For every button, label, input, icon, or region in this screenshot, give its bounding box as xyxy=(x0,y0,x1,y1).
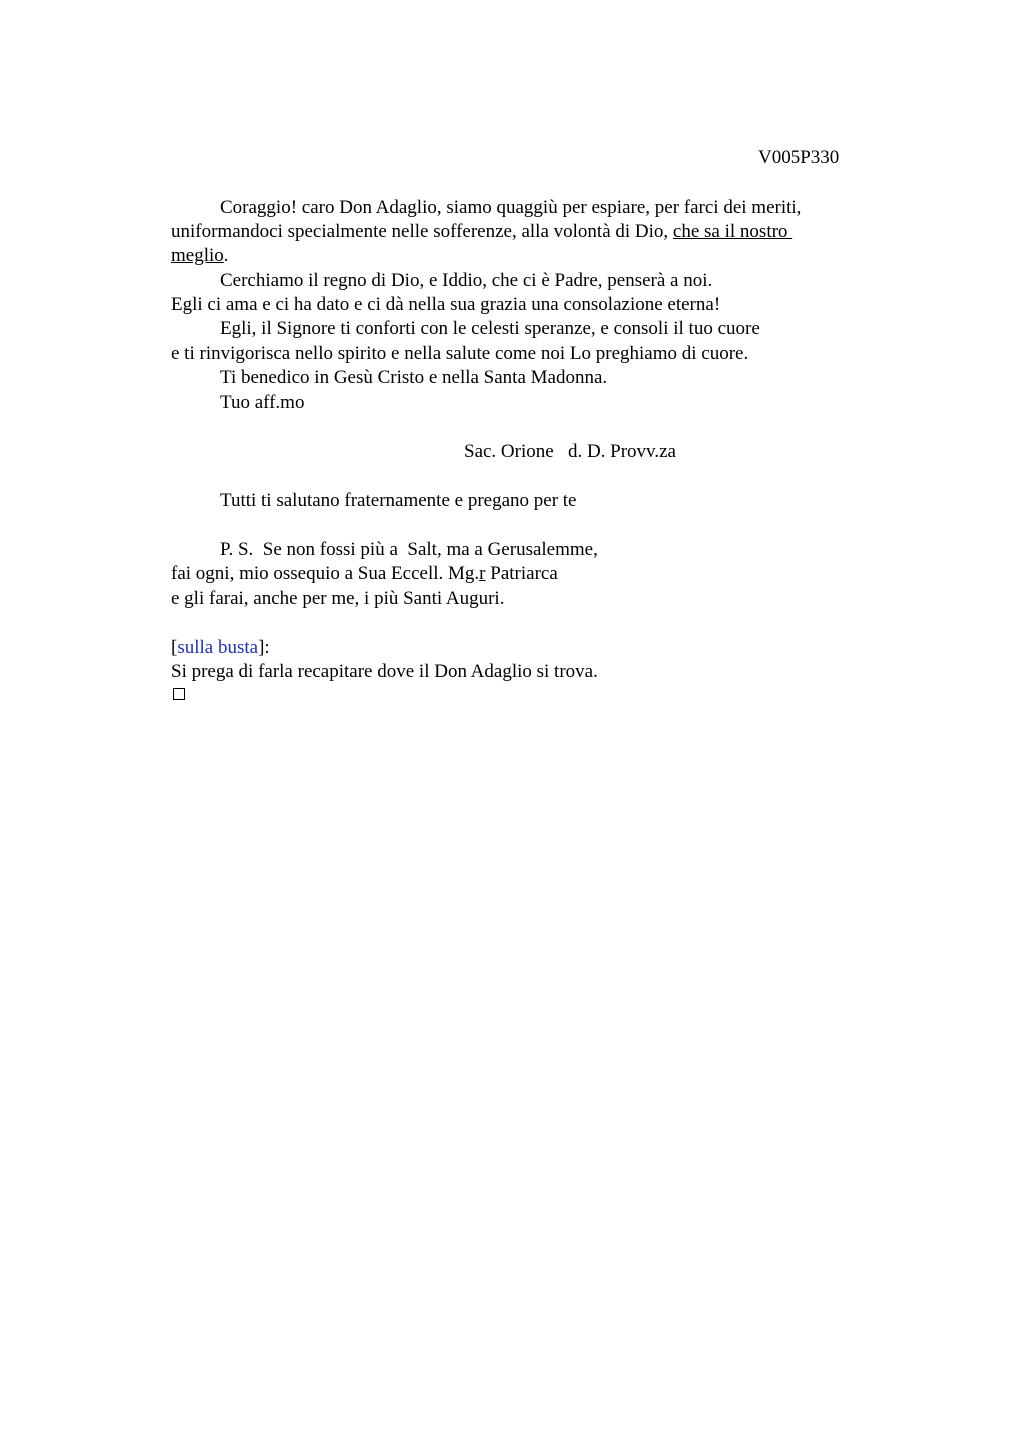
paragraph-3-line-2: e ti rinvigorisca nello spirito e nella salute come noi Lo preghiamo di cuore. xyxy=(171,343,749,364)
paragraph-3-line-1: Egli, il Signore ti conforti con le celesti speranze, e consoli il tuo cuore xyxy=(220,318,760,339)
paragraph-1-line-1: Coraggio! caro Don Adaglio, siamo quaggiù per espiare, per farci dei meriti, xyxy=(220,197,802,218)
postscript-line-2-text-b: Patriarca xyxy=(485,563,558,584)
underlined-phrase-part-2: meglio xyxy=(171,245,224,266)
postscript-line-1: P. S. Se non fossi più a Salt, ma a Gerusalemme, xyxy=(220,539,598,560)
envelope-note-heading xyxy=(171,636,270,660)
paragraph-1-line-2-text: uniformandoci specialmente nelle sofferenze, alla volontà di Dio, xyxy=(171,221,673,242)
paragraph-2-line-2: Egli ci ama e ci ha dato e ci dà nella sua grazia una consolazione eterna! xyxy=(171,294,721,315)
underlined-phrase-part-1: che sa il nostro xyxy=(672,221,793,242)
signature: Sac. Orione d. D. Provv.za xyxy=(464,441,676,462)
envelope-bracket-close: ]: xyxy=(258,637,270,658)
paragraph-1-line-3 xyxy=(171,244,229,268)
envelope-note-text: Si prega di farla recapitare dove il Don Adaglio si trova. xyxy=(171,661,598,682)
postscript-line-2-text-a: fai ogni, mio ossequio a Sua Eccell. Mg. xyxy=(171,563,480,584)
paragraph-1-line-3-tail: . xyxy=(223,245,229,266)
abbreviation-superscript: r xyxy=(479,563,486,584)
postscript-line-3: e gli farai, anche per me, i più Santi Auguri. xyxy=(171,588,505,609)
paragraph-1-line-2 xyxy=(171,220,792,244)
document-reference-code: V005P330 xyxy=(758,147,840,168)
paragraph-2-line-1: Cerchiamo il regno di Dio, e Iddio, che ci è Padre, penserà a noi. xyxy=(220,270,713,291)
paragraph-4-line-1: Ti benedico in Gesù Cristo e nella Santa Madonna. xyxy=(220,367,608,388)
greetings-line: Tutti ti salutano fraternamente e pregano per te xyxy=(220,490,577,511)
envelope-note-label: sulla busta xyxy=(177,637,259,658)
envelope-bracket-open: [ xyxy=(171,637,178,658)
checkbox-square-icon xyxy=(173,688,185,700)
postscript-line-2 xyxy=(171,562,558,586)
closing-line: Tuo aff.mo xyxy=(220,392,305,413)
